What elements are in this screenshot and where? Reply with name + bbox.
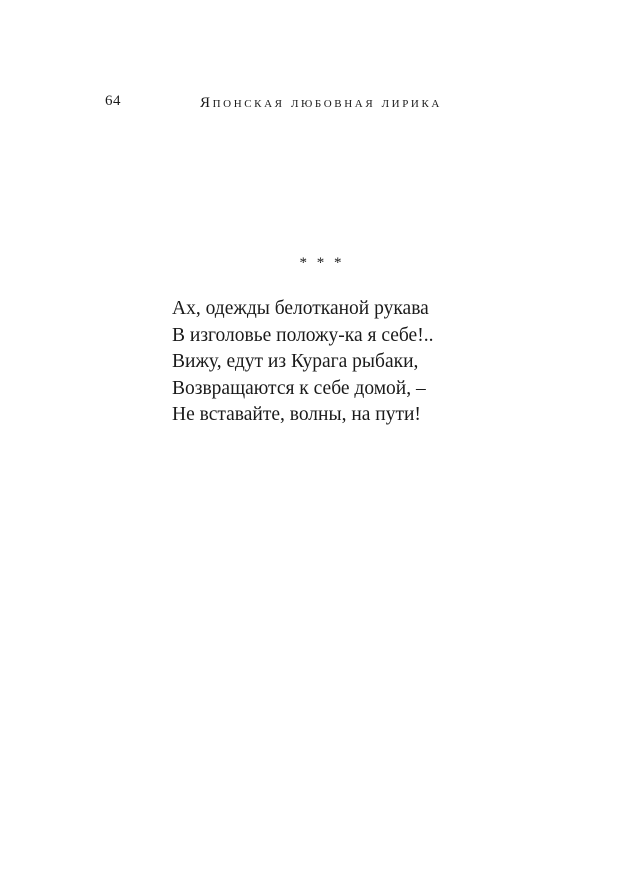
poem-separator: * * * bbox=[299, 255, 345, 271]
page-number: 64 bbox=[105, 93, 121, 109]
poem-line: Не вставайте, волны, на пути! bbox=[172, 404, 421, 425]
running-header-title: Японская любовная лирика bbox=[200, 95, 442, 111]
poem-line: Ах, одежды белотканой рукава bbox=[172, 298, 429, 319]
poem-line: В изголовье положу-ка я себе!.. bbox=[172, 324, 434, 346]
poem-line: Вижу, едут из Курага рыбаки, bbox=[172, 351, 419, 372]
poem-line: Возвращаются к себе домой, – bbox=[172, 377, 426, 399]
poem-stanza bbox=[172, 296, 433, 429]
